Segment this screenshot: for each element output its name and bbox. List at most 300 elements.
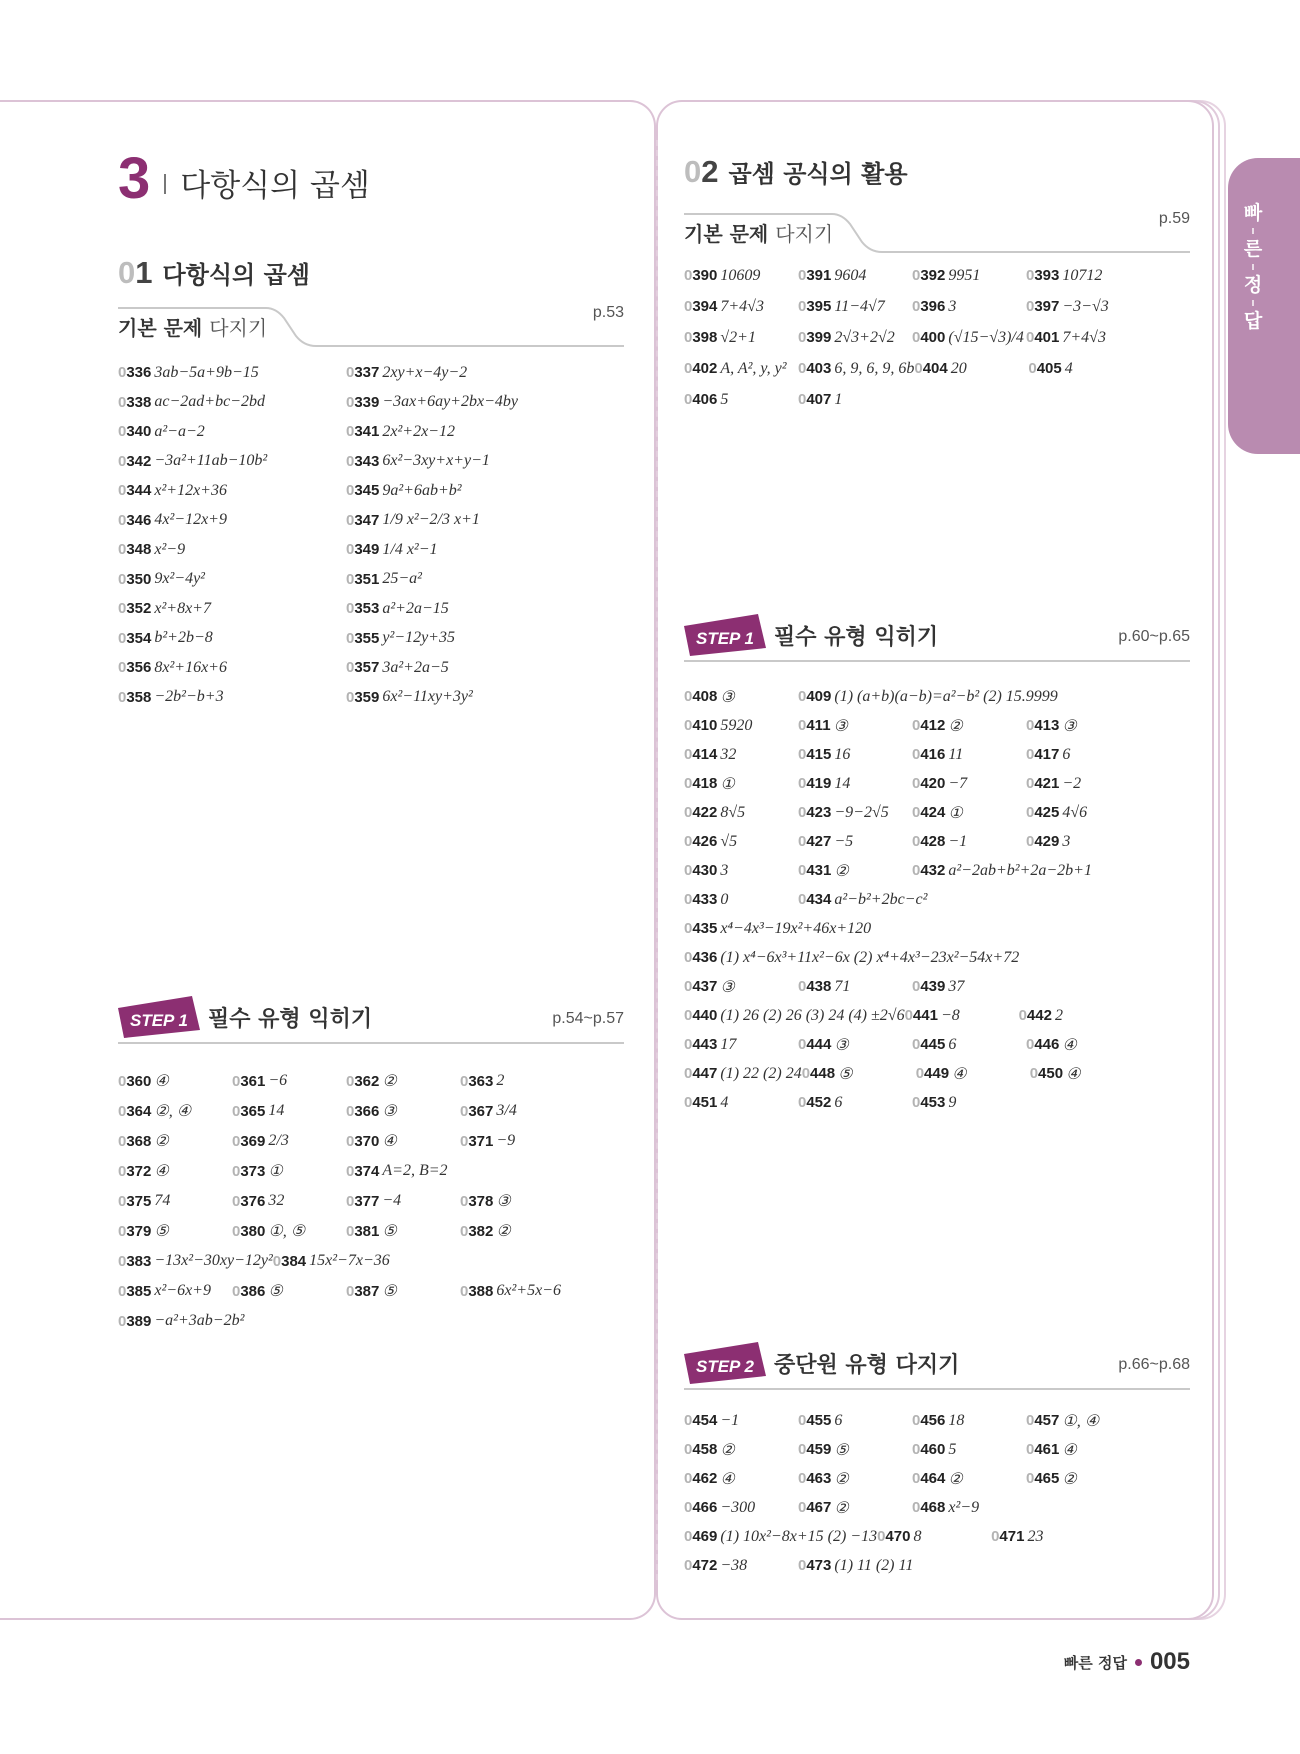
answer-item bbox=[684, 687, 798, 707]
question-number: 0375 bbox=[118, 1192, 152, 1210]
answer-value: −38 bbox=[720, 1556, 748, 1574]
answer-item bbox=[346, 629, 574, 647]
answer-item bbox=[346, 1162, 460, 1180]
question-number: 0459 bbox=[798, 1441, 832, 1458]
question-number: 0384 bbox=[272, 1252, 307, 1270]
answer-value: −2b²−b+3 bbox=[154, 688, 224, 706]
question-number: 0343 bbox=[346, 452, 380, 470]
answer-item bbox=[346, 364, 574, 382]
answer-value: −3a²+11ab−10b² bbox=[154, 452, 268, 470]
answer-item bbox=[684, 949, 1019, 967]
answer-item bbox=[912, 298, 1026, 316]
question-number: 0338 bbox=[118, 393, 152, 411]
answer-item bbox=[684, 1412, 798, 1430]
answer-value: (√15−√3)/4 bbox=[948, 328, 1024, 346]
question-number: 0410 bbox=[684, 717, 718, 734]
question-number: 0411 bbox=[798, 717, 831, 734]
question-number: 0337 bbox=[346, 364, 380, 382]
answer-item bbox=[1026, 833, 1140, 851]
answer-item bbox=[118, 1131, 232, 1151]
answers-step1-left bbox=[118, 1066, 638, 1336]
answer-item bbox=[118, 452, 346, 470]
answer-value: −8 bbox=[940, 1006, 960, 1024]
answer-value: x²−9 bbox=[154, 540, 186, 558]
side-tab-char: 정 bbox=[1243, 274, 1263, 296]
question-number: 0347 bbox=[346, 511, 380, 529]
answer-value: a²−b²+2bc−c² bbox=[834, 890, 928, 908]
answer-item bbox=[1026, 1035, 1140, 1055]
answer-item bbox=[684, 1557, 798, 1575]
answer-value: 2/3 bbox=[268, 1132, 289, 1149]
question-number: 0362 bbox=[346, 1072, 380, 1090]
question-number: 0415 bbox=[798, 746, 832, 763]
answer-item bbox=[912, 862, 1092, 880]
answer-row bbox=[118, 1246, 638, 1276]
question-number: 0467 bbox=[798, 1499, 832, 1516]
answer-value: ④ bbox=[1062, 1441, 1077, 1459]
question-number: 0455 bbox=[798, 1412, 832, 1429]
answer-row bbox=[684, 291, 1204, 322]
question-number: 0408 bbox=[684, 688, 718, 705]
answer-value: ② bbox=[948, 1470, 963, 1488]
answer-item bbox=[798, 978, 912, 996]
answer-value: 71 bbox=[834, 977, 851, 995]
answer-value: 6 bbox=[834, 1093, 843, 1111]
question-number: 0473 bbox=[798, 1557, 832, 1574]
answer-row bbox=[684, 1030, 1214, 1059]
answer-value: 6x²−11xy+3y² bbox=[382, 688, 473, 706]
answer-value: 7+4√3 bbox=[1062, 328, 1106, 346]
answer-value: 74 bbox=[154, 1192, 171, 1209]
question-number: 0352 bbox=[118, 600, 152, 618]
answer-value: 37 bbox=[948, 977, 965, 995]
answer-item bbox=[798, 688, 1058, 706]
answer-item bbox=[118, 482, 346, 500]
question-number: 0409 bbox=[798, 688, 832, 705]
answer-value: 2 bbox=[1054, 1006, 1063, 1024]
question-number: 0451 bbox=[684, 1094, 718, 1111]
answer-item bbox=[912, 1036, 1026, 1054]
answer-value: ①, ⑤ bbox=[268, 1223, 306, 1240]
answers-step2-right bbox=[684, 1406, 1214, 1580]
answer-row bbox=[118, 1126, 638, 1156]
answer-value: b²+2b−8 bbox=[154, 629, 213, 647]
answer-value: −4 bbox=[382, 1192, 402, 1209]
answer-item bbox=[346, 659, 574, 677]
answer-item bbox=[905, 1007, 1019, 1025]
answer-item bbox=[460, 1102, 574, 1120]
question-number: 0446 bbox=[1026, 1036, 1060, 1053]
center-divider bbox=[656, 140, 658, 1580]
answer-value: ac−2ad+bc−2bd bbox=[154, 393, 265, 411]
question-number: 0385 bbox=[118, 1282, 152, 1300]
question-number: 0366 bbox=[346, 1102, 380, 1120]
question-number: 0464 bbox=[912, 1470, 946, 1487]
answer-item bbox=[798, 804, 912, 822]
answer-row bbox=[684, 1493, 1214, 1522]
page-reference: p.54~p.57 bbox=[552, 1010, 624, 1027]
answer-value: 6x²−3xy+x+y−1 bbox=[382, 452, 490, 470]
answer-row bbox=[684, 322, 1204, 353]
answer-value: ⑤ bbox=[838, 1065, 853, 1083]
answer-value: ①, ④ bbox=[1062, 1412, 1100, 1430]
question-number: 0434 bbox=[798, 891, 832, 908]
question-number: 0367 bbox=[460, 1102, 494, 1120]
answer-value: 3a²+2a−5 bbox=[382, 658, 449, 676]
question-number: 0414 bbox=[684, 746, 718, 763]
answer-item bbox=[684, 804, 798, 822]
question-number: 0348 bbox=[118, 541, 152, 559]
answer-value: 8√5 bbox=[720, 803, 746, 821]
answer-item bbox=[346, 393, 574, 411]
section-title-text: 곱셈 공식의 활용 bbox=[728, 160, 908, 188]
answer-value: −7 bbox=[948, 774, 968, 792]
answer-row bbox=[118, 594, 624, 624]
footer-label: 빠른 정답 bbox=[1063, 1653, 1127, 1672]
answer-value: 32 bbox=[720, 745, 737, 763]
question-number: 0381 bbox=[346, 1222, 380, 1240]
question-number: 0389 bbox=[118, 1312, 152, 1330]
answer-value: 5 bbox=[720, 390, 729, 408]
question-number: 0374 bbox=[346, 1162, 380, 1180]
answer-item bbox=[118, 364, 346, 382]
answer-item bbox=[914, 360, 1028, 378]
question-number: 0466 bbox=[684, 1499, 718, 1516]
basic-problems-header-left bbox=[118, 306, 624, 350]
answer-row bbox=[118, 565, 624, 595]
answer-item bbox=[684, 1469, 798, 1489]
question-number: 0361 bbox=[232, 1072, 266, 1090]
answer-value: 1/4 x²−1 bbox=[382, 540, 438, 558]
answer-item bbox=[684, 1499, 798, 1517]
answer-item bbox=[346, 570, 574, 588]
question-number: 0390 bbox=[684, 267, 718, 284]
question-number: 0429 bbox=[1026, 833, 1060, 850]
answer-item bbox=[798, 833, 912, 851]
answer-item bbox=[684, 717, 798, 735]
answer-row bbox=[684, 740, 1214, 769]
answer-value: 6 bbox=[834, 1411, 843, 1429]
step-badge bbox=[118, 996, 200, 1038]
page-reference: p.53 bbox=[592, 304, 624, 321]
answer-value: 20 bbox=[950, 359, 967, 377]
answer-value: 3 bbox=[948, 297, 957, 315]
question-number: 0443 bbox=[684, 1036, 718, 1053]
question-number: 0356 bbox=[118, 659, 152, 677]
answer-item bbox=[798, 329, 912, 347]
question-number: 0395 bbox=[798, 298, 832, 315]
answer-row bbox=[684, 798, 1214, 827]
answer-value: ④ bbox=[952, 1065, 967, 1083]
page-footer bbox=[1064, 1648, 1190, 1676]
question-number: 0370 bbox=[346, 1132, 380, 1150]
question-number: 0379 bbox=[118, 1222, 152, 1240]
answer-value: 2 bbox=[496, 1072, 505, 1089]
question-number: 0364 bbox=[118, 1102, 152, 1120]
answer-item bbox=[460, 1132, 574, 1150]
answer-value: −3ax+6ay+2bx−4by bbox=[382, 393, 518, 411]
answer-row bbox=[684, 353, 1204, 384]
question-number: 0456 bbox=[912, 1412, 946, 1429]
section-number: 02 bbox=[684, 154, 719, 189]
answer-item bbox=[912, 803, 1026, 823]
chapter-title: 다항식의 곱셈 bbox=[180, 167, 370, 204]
answer-row bbox=[118, 535, 624, 565]
question-number: 0444 bbox=[798, 1036, 832, 1053]
answer-row bbox=[118, 653, 624, 683]
answer-row bbox=[118, 1306, 638, 1336]
answer-row bbox=[118, 683, 624, 713]
answer-row bbox=[684, 260, 1204, 291]
answer-item bbox=[912, 775, 1026, 793]
answer-value: 23 bbox=[1027, 1527, 1044, 1545]
step1-header-right bbox=[684, 618, 1190, 662]
answer-value: 10609 bbox=[720, 266, 761, 284]
question-number: 0457 bbox=[1026, 1412, 1060, 1429]
question-number: 0413 bbox=[1026, 717, 1060, 734]
question-number: 0382 bbox=[460, 1222, 494, 1240]
question-number: 0393 bbox=[1026, 267, 1060, 284]
answer-row bbox=[684, 827, 1214, 856]
answer-item bbox=[118, 659, 346, 677]
answer-item bbox=[798, 1557, 913, 1575]
question-number: 0402 bbox=[684, 360, 718, 377]
answer-item bbox=[118, 423, 346, 441]
question-number: 0344 bbox=[118, 482, 152, 500]
answer-value: ④ bbox=[154, 1073, 169, 1090]
answer-value: ⑤ bbox=[382, 1223, 397, 1240]
answer-value: −9 bbox=[496, 1132, 516, 1149]
answer-item bbox=[991, 1528, 1105, 1546]
answer-item bbox=[798, 1440, 912, 1460]
answer-value: 2√3+2√2 bbox=[834, 328, 895, 346]
answer-value: −9−2√5 bbox=[834, 803, 889, 821]
question-number: 0383 bbox=[118, 1252, 152, 1270]
question-number: 0463 bbox=[798, 1470, 832, 1487]
answer-value: A=2, B=2 bbox=[382, 1162, 448, 1179]
question-number: 0376 bbox=[232, 1192, 266, 1210]
answer-item bbox=[460, 1282, 574, 1300]
answer-item bbox=[798, 716, 912, 736]
answer-item bbox=[346, 511, 574, 529]
question-number: 0387 bbox=[346, 1282, 380, 1300]
answer-value: 8x²+16x+6 bbox=[154, 658, 227, 676]
answer-row bbox=[118, 447, 624, 477]
answer-value: 11 bbox=[948, 745, 964, 763]
answer-row bbox=[118, 1096, 638, 1126]
answer-value: 9951 bbox=[948, 266, 981, 284]
answer-value: −300 bbox=[720, 1498, 756, 1516]
step2-header-right bbox=[684, 1346, 1190, 1390]
answer-value: ⑤ bbox=[834, 1441, 849, 1459]
answer-row bbox=[684, 885, 1214, 914]
answer-value: (1) 11 (2) 11 bbox=[834, 1556, 914, 1574]
answer-value: −2 bbox=[1062, 774, 1082, 792]
answer-value: ⑤ bbox=[154, 1223, 169, 1240]
answer-item bbox=[912, 267, 1026, 285]
footer-dot bbox=[1135, 1659, 1142, 1666]
answer-value: 15x²−7x−36 bbox=[309, 1252, 390, 1269]
answer-row bbox=[118, 1186, 638, 1216]
answer-value: ⑤ bbox=[382, 1283, 397, 1300]
answer-item bbox=[684, 298, 798, 316]
answer-item bbox=[684, 1036, 798, 1054]
question-number: 0442 bbox=[1018, 1007, 1052, 1024]
question-number: 0449 bbox=[915, 1065, 950, 1082]
answer-row bbox=[118, 1156, 638, 1186]
answer-item bbox=[273, 1252, 390, 1270]
answer-row bbox=[118, 624, 624, 654]
answer-value: 1/9 x²−2/3 x+1 bbox=[382, 511, 480, 529]
answer-value: 25−a² bbox=[382, 570, 422, 588]
answer-item bbox=[1028, 360, 1142, 378]
answer-item bbox=[346, 423, 574, 441]
answer-value: 10712 bbox=[1062, 266, 1103, 284]
answer-value: 3 bbox=[720, 861, 729, 879]
question-number: 0418 bbox=[684, 775, 718, 792]
answer-value: ④ bbox=[382, 1133, 397, 1150]
answer-item bbox=[798, 1498, 912, 1518]
question-number: 0406 bbox=[684, 391, 718, 408]
answer-value: −13x²−30xy−12y² bbox=[154, 1252, 273, 1269]
step-badge bbox=[684, 1342, 766, 1384]
answer-item bbox=[460, 1221, 574, 1241]
svg-text:STEP 1: STEP 1 bbox=[696, 629, 754, 648]
answer-value: x²−6x+9 bbox=[154, 1282, 211, 1299]
answer-value: ② bbox=[382, 1073, 397, 1090]
question-number: 0435 bbox=[684, 920, 718, 937]
question-number: 0426 bbox=[684, 833, 718, 850]
side-index-tab[interactable] bbox=[1228, 158, 1300, 454]
answer-item bbox=[798, 1094, 912, 1112]
question-number: 0354 bbox=[118, 629, 152, 647]
answer-value: y²−12y+35 bbox=[382, 629, 455, 647]
question-number: 0421 bbox=[1026, 775, 1060, 792]
answer-value: (1) 26 (2) 26 (3) 24 (4) ±2√6 bbox=[720, 1006, 905, 1024]
answer-item bbox=[346, 482, 574, 500]
step1-header-left bbox=[118, 1000, 624, 1044]
question-number: 0401 bbox=[1026, 329, 1060, 346]
answer-item bbox=[912, 1441, 1026, 1459]
answer-item bbox=[346, 1071, 460, 1091]
answer-item bbox=[1026, 716, 1140, 736]
chapter-divider bbox=[164, 174, 166, 194]
question-number: 0368 bbox=[118, 1132, 152, 1150]
answer-item bbox=[232, 1072, 346, 1090]
subhead-title: 기본 문제 다지기 bbox=[684, 222, 834, 246]
step-title: 중단원 유형 다지기 bbox=[774, 1353, 960, 1378]
side-tab-char: 빠 bbox=[1243, 202, 1263, 224]
answer-item bbox=[1026, 298, 1140, 316]
answer-item bbox=[798, 298, 912, 316]
answer-item bbox=[346, 1101, 460, 1121]
question-number: 0372 bbox=[118, 1162, 152, 1180]
answer-item bbox=[684, 1528, 877, 1546]
answer-item bbox=[118, 541, 346, 559]
answer-row bbox=[118, 1066, 638, 1096]
answer-item bbox=[118, 1101, 232, 1121]
answer-value: √2+1 bbox=[720, 328, 756, 346]
answer-item bbox=[460, 1191, 574, 1211]
question-number: 0440 bbox=[684, 1007, 718, 1024]
answer-value: 2xy+x−4y−2 bbox=[382, 363, 468, 381]
question-number: 0358 bbox=[118, 688, 152, 706]
question-number: 0422 bbox=[684, 804, 718, 821]
answer-value: 6, 9, 6, 9, 6b bbox=[834, 359, 915, 377]
answer-value: ②, ④ bbox=[154, 1103, 192, 1120]
answer-row bbox=[684, 1059, 1214, 1088]
answer-value: ② bbox=[834, 1470, 849, 1488]
answer-row bbox=[684, 1001, 1214, 1030]
question-number: 0425 bbox=[1026, 804, 1060, 821]
answer-row bbox=[118, 506, 624, 536]
answer-item bbox=[684, 833, 798, 851]
answer-item bbox=[232, 1132, 346, 1150]
question-number: 0349 bbox=[346, 541, 380, 559]
page-reference: p.59 bbox=[1158, 210, 1190, 227]
answer-value: ② bbox=[834, 1499, 849, 1517]
answer-item bbox=[346, 452, 574, 470]
section-number: 01 bbox=[118, 255, 153, 290]
answer-item bbox=[684, 774, 798, 794]
answer-item bbox=[118, 629, 346, 647]
question-number: 0412 bbox=[912, 717, 946, 734]
answer-item bbox=[232, 1161, 346, 1181]
answer-item bbox=[118, 393, 346, 411]
answer-value: 14 bbox=[268, 1102, 285, 1119]
question-number: 0472 bbox=[684, 1557, 718, 1574]
answer-item bbox=[684, 360, 798, 378]
answer-item bbox=[798, 360, 914, 378]
question-number: 0350 bbox=[118, 570, 152, 588]
question-number: 0471 bbox=[991, 1528, 1025, 1545]
answer-value: ④ bbox=[1062, 1036, 1077, 1054]
svg-text:STEP 1: STEP 1 bbox=[130, 1011, 188, 1030]
answer-value: 3 bbox=[1062, 832, 1071, 850]
section-title-01 bbox=[118, 255, 310, 291]
answer-item bbox=[684, 891, 798, 909]
answer-value: ④ bbox=[720, 1470, 735, 1488]
answer-item bbox=[118, 511, 346, 529]
question-number: 0405 bbox=[1028, 360, 1062, 377]
answer-item bbox=[798, 775, 912, 793]
answer-item bbox=[912, 716, 1026, 736]
answer-item bbox=[118, 1071, 232, 1091]
answer-item bbox=[1026, 804, 1140, 822]
answer-row bbox=[684, 1435, 1214, 1464]
answer-value: 3/4 bbox=[496, 1102, 517, 1119]
answer-item bbox=[118, 1312, 244, 1330]
answer-item bbox=[684, 1065, 802, 1083]
answer-value: ① bbox=[268, 1163, 283, 1180]
answer-item bbox=[877, 1528, 991, 1546]
answer-row bbox=[684, 711, 1214, 740]
answer-item bbox=[118, 1161, 232, 1181]
answer-item bbox=[1026, 267, 1140, 285]
answer-item bbox=[118, 1221, 232, 1241]
answer-value: −5 bbox=[834, 832, 854, 850]
question-number: 0438 bbox=[798, 978, 832, 995]
question-number: 0340 bbox=[118, 423, 152, 441]
answer-value: 5920 bbox=[720, 716, 753, 734]
answer-item bbox=[346, 688, 574, 706]
question-number: 0365 bbox=[232, 1102, 266, 1120]
question-number: 0424 bbox=[912, 804, 946, 821]
question-number: 0437 bbox=[684, 978, 718, 995]
answer-value: 6 bbox=[1062, 745, 1071, 763]
question-number: 0465 bbox=[1026, 1470, 1060, 1487]
answer-item bbox=[346, 1221, 460, 1241]
